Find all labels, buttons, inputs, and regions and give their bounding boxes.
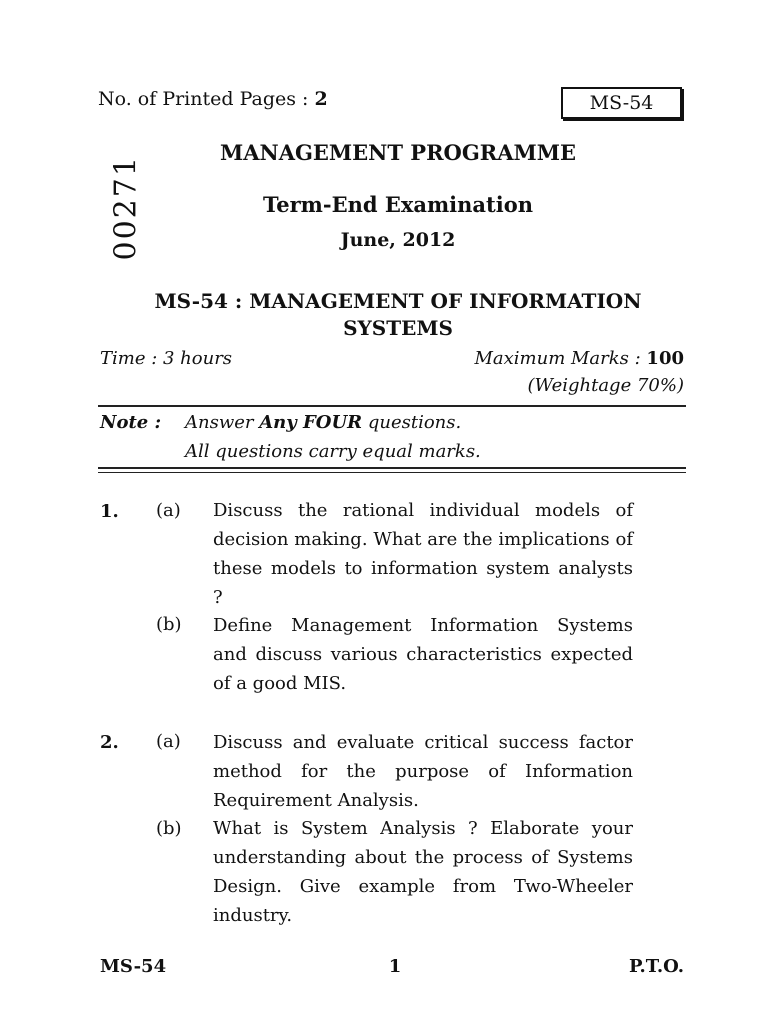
question-part-text: Discuss and evaluate critical success factor method for the purpose of Information Requirement Analysis.: [213, 732, 633, 811]
question-number: 2.: [100, 732, 119, 753]
note-line1-post: questions.: [362, 412, 462, 433]
note-line1-bold: Any FOUR: [259, 412, 363, 433]
printed-pages-line: [98, 88, 328, 110]
question-part-label: (a): [156, 731, 181, 752]
course-code-box: MS-54: [561, 87, 682, 119]
question-number: 1.: [100, 501, 119, 522]
weightage: (Weightage 70%): [527, 375, 684, 396]
printed-pages-value: 2: [314, 88, 328, 110]
question-part-label: (b): [156, 614, 182, 635]
footer-pto: P.T.O.: [628, 956, 684, 977]
serial-number: 00271: [108, 155, 144, 261]
exam-date: June, 2012: [340, 229, 456, 251]
divider-top: [98, 405, 686, 407]
footer-course-code: MS-54: [100, 956, 167, 977]
question-part-text: Define Management Information Systems and discuss various characteristics expected of a good MIS.: [213, 615, 633, 694]
question-part-text: Discuss the rational individual models of decision making. What are the implications of these models to information system analysts ?: [213, 500, 633, 608]
question-part-label: (a): [156, 500, 181, 521]
note-label: Note :: [100, 412, 162, 433]
note-line1-pre: Answer: [185, 412, 260, 433]
course-title-line2: SYSTEMS: [343, 316, 453, 340]
max-marks-value: 100: [646, 348, 684, 369]
note-line2: All questions carry equal marks.: [185, 441, 481, 462]
programme-title: MANAGEMENT PROGRAMME: [219, 140, 577, 165]
maximum-marks: [474, 348, 684, 369]
divider-double-upper: [98, 467, 686, 469]
course-title-line1: MS-54 : MANAGEMENT OF INFORMATION: [154, 289, 642, 313]
note-line1: [185, 412, 461, 433]
printed-pages-label: No. of Printed Pages :: [98, 88, 315, 110]
exam-title: Term-End Examination: [262, 192, 533, 217]
max-marks-label: Maximum Marks :: [474, 348, 647, 369]
footer-page-number: 1: [388, 956, 402, 977]
time-allowed: Time : 3 hours: [100, 348, 233, 369]
question-part-label: (b): [156, 818, 182, 839]
divider-double-lower: [98, 472, 686, 473]
question-part-text: What is System Analysis ? Elaborate your understanding about the process of Systems Design. Give example from Two-Wheeler industry.: [213, 818, 633, 926]
